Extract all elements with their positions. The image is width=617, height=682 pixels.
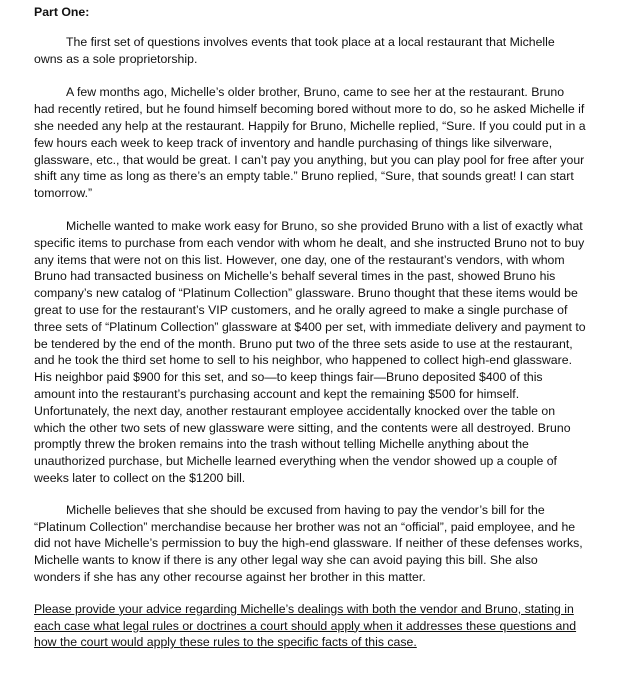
paragraph-intro: The first set of questions involves events that took place at a local restaurant that Michelle owns as a sole proprietorship. (34, 34, 555, 66)
section-heading: Part One: (34, 5, 90, 19)
paragraph-michelle-defenses: Michelle believes that she should be excused from having to pay the vendor’s bill for the “Platinum Collection” merchandise because her brother was not an “official”, paid employee, and he did not have Michelle’s permission to buy the high-end glassware. If neither of these defenses works, Michelle wants to know if there is any other legal way she can avoid paying this bill. She also wonders if she has any other recourse against her brother in this matter. (34, 502, 583, 584)
document-page (34, 4, 586, 651)
question-prompt: Please provide your advice regarding Michelle’s dealings with both the vendor and Bruno, stating in each case what legal rules or doctrines a court should apply when it addresses these questions and how the court would apply these rules to the specific facts of this case. (34, 601, 577, 650)
paragraph-bruno-arrives: A few months ago, Michelle’s older brother, Bruno, came to see her at the restaurant. Bruno had recently retired, but he found himself becoming bored without more to do, so he asked Michelle if she needed any help at the restaurant. Happily for Bruno, Michelle replied, “Sure. If you could put in a few hours each week to keep track of inventory and handle purchasing of things like silverware, glassware, etc., that would be great. I can’t pay you anything, but you can play pool for free after your shift any time as long as there’s an empty table.” Bruno replied, “Sure, that sounds great! I can start tomorrow.” (34, 85, 586, 201)
paragraph-glassware-purchase: Michelle wanted to make work easy for Bruno, so she provided Bruno with a list of exactly what specific items to purchase from each vendor with whom he dealt, and she instructed Bruno not to buy any items that were not on this list. However, one day, one of the restaurant’s vendors, with whom Bruno had transacted business on Michelle’s behalf several times in the past, showed Bruno his company’s new catalog of “Platinum Collection” glassware. Bruno thought that these items would be great to use for the restaurant’s VIP customers, and he orally agreed to make a single purchase of three sets of “Platinum Collection” glassware at $400 per set, with immediate delivery and payment to be tendered by the end of the month. Bruno put two of the three sets aside to use at the restaurant, and he took the third set home to sell to his neighbor, who happened to collect high-end glassware. His neighbor paid $900 for this set, and so—to keep things fair—Bruno deposited $400 of this amount into the restaurant’s purchasing account and kept the remaining $500 for himself. Unfortunately, the next day, another restaurant employee accidentally knocked over the table on which the other two sets of new glassware were sitting, and the contents were all destroyed. Bruno promptly threw the broken remains into the trash without telling Michelle anything about the unauthorized purchase, but Michelle learned everything when the vendor showed up a couple of weeks later to collect on the $1200 bill. (34, 218, 586, 485)
